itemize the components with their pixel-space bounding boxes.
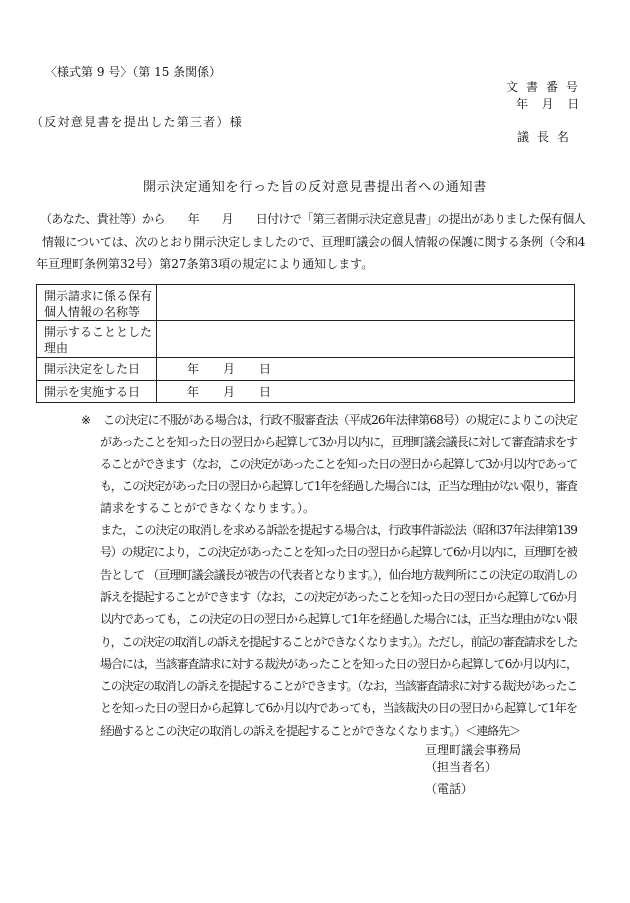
- note-line: この決定に不服がある場合は，行政不服審査法（平成26年法律第68号）の規定によりこの決定: [103, 413, 577, 427]
- contact-phone: （電話）: [425, 782, 474, 796]
- contact-office: 亘理町議会事務局: [425, 743, 522, 757]
- table-row: [37, 357, 574, 380]
- label-line: 開示決定をした日: [44, 362, 141, 376]
- note-line: 告として （亘理町議会議長が被告の代表者となります。），仙台地方裁判所にこの決定の取消しの: [100, 568, 577, 582]
- label-line: 個人情報の名称等: [44, 305, 141, 319]
- document-title: 開示決定通知を行った旨の反対意見書提出者への通知書: [143, 180, 487, 195]
- note-line: ることができます（なお，この決定があったことを知った日の翌日から起算して3か月以内であって: [100, 457, 577, 471]
- contact-person: （担当者名）: [425, 760, 498, 774]
- sender-name: 議 長 名: [517, 130, 571, 144]
- label-line: 開示することとした: [44, 325, 153, 339]
- note-line: 経過するとこの決定の取消しの訴えを提起することができなくなります。）＜連絡先＞: [100, 724, 520, 738]
- note-line: があったことを知った日の翌日から起算して3か月以内に，亘理町議会議長に対して審査請求をす: [100, 435, 577, 449]
- label-line: 開示請求に係る保有: [44, 289, 153, 303]
- note-line: 場合には，当該審査請求に対する裁決があったことを知った日の翌日から起算して6か月以内に，: [100, 657, 577, 671]
- form-label: 〈様式第 9 号〉（第 15 条関係）: [45, 65, 222, 79]
- intro-line: 情報については、次のとおり開示決定しましたので、亘理町議会の個人情報の保護に関する条例（令和4: [42, 235, 585, 249]
- recipient: （反対意見書を提出した第三者）様: [31, 115, 243, 129]
- row-value-reason: [157, 321, 574, 357]
- note-line: また，この決定の取消しを求める訴訟を提起する場合は，行政事件訴訟法（昭和37年法律第139: [100, 523, 577, 537]
- note-line: 号）の規定により，この決定があったことを知った日の翌日から起算して6か月以内に，亘理町を被: [100, 545, 577, 559]
- note-line: り，この決定の取消しの訴えを提起することができなくなります。）。ただし，前記の審査請求をした: [100, 635, 577, 649]
- note-line: 訴えを提起することができます（なお，この決定があったことを知った日の翌日から起算して6か月: [100, 590, 577, 604]
- intro-line: （あなた、貴社等）から 年 月 日付けで「第三者開示決定意見書」の提出がありました保有個人: [40, 212, 585, 226]
- note-mark: ※: [81, 413, 92, 427]
- table-row: [37, 285, 574, 320]
- note-line: も，この決定があった日の翌日から起算して1年を経過した場合には，正当な理由がない限り，審査: [100, 479, 577, 493]
- row-label-reason: [37, 321, 157, 357]
- label-line: 理由: [44, 341, 69, 355]
- disclosure-table: [36, 284, 575, 403]
- row-value-implementation-date: 年 月 日: [187, 385, 272, 399]
- note-line: 以内であっても，この決定の日の翌日から起算して1年を経過した場合には，正当な理由がない限: [100, 612, 577, 626]
- row-label-decision-date: [37, 358, 157, 380]
- row-value-info-name: [157, 285, 574, 320]
- row-label-info-name: [37, 285, 157, 320]
- label-line: 開示を実施する日: [44, 385, 141, 399]
- row-value-decision-date: 年 月 日: [187, 362, 272, 376]
- row-label-implementation-date: [37, 381, 157, 402]
- note-line: とを知った日の翌日から起算して6か月以内であっても，当該裁決の日の翌日から起算して1年を: [100, 701, 577, 715]
- table-row: [37, 380, 574, 402]
- note-line: この決定の取消しの訴えを提起することができます。（なお，当該審査請求に対する裁決があったこ: [100, 679, 577, 693]
- document-number-label: 文 書 番 号: [506, 80, 580, 94]
- table-row: [37, 320, 574, 357]
- note-line: 請求をすることができなくなります。）。: [100, 501, 316, 515]
- date-label: 年 月 日: [516, 97, 580, 111]
- intro-line: 年亘理町条例第32号）第27条第3項の規定により通知します。: [36, 257, 374, 271]
